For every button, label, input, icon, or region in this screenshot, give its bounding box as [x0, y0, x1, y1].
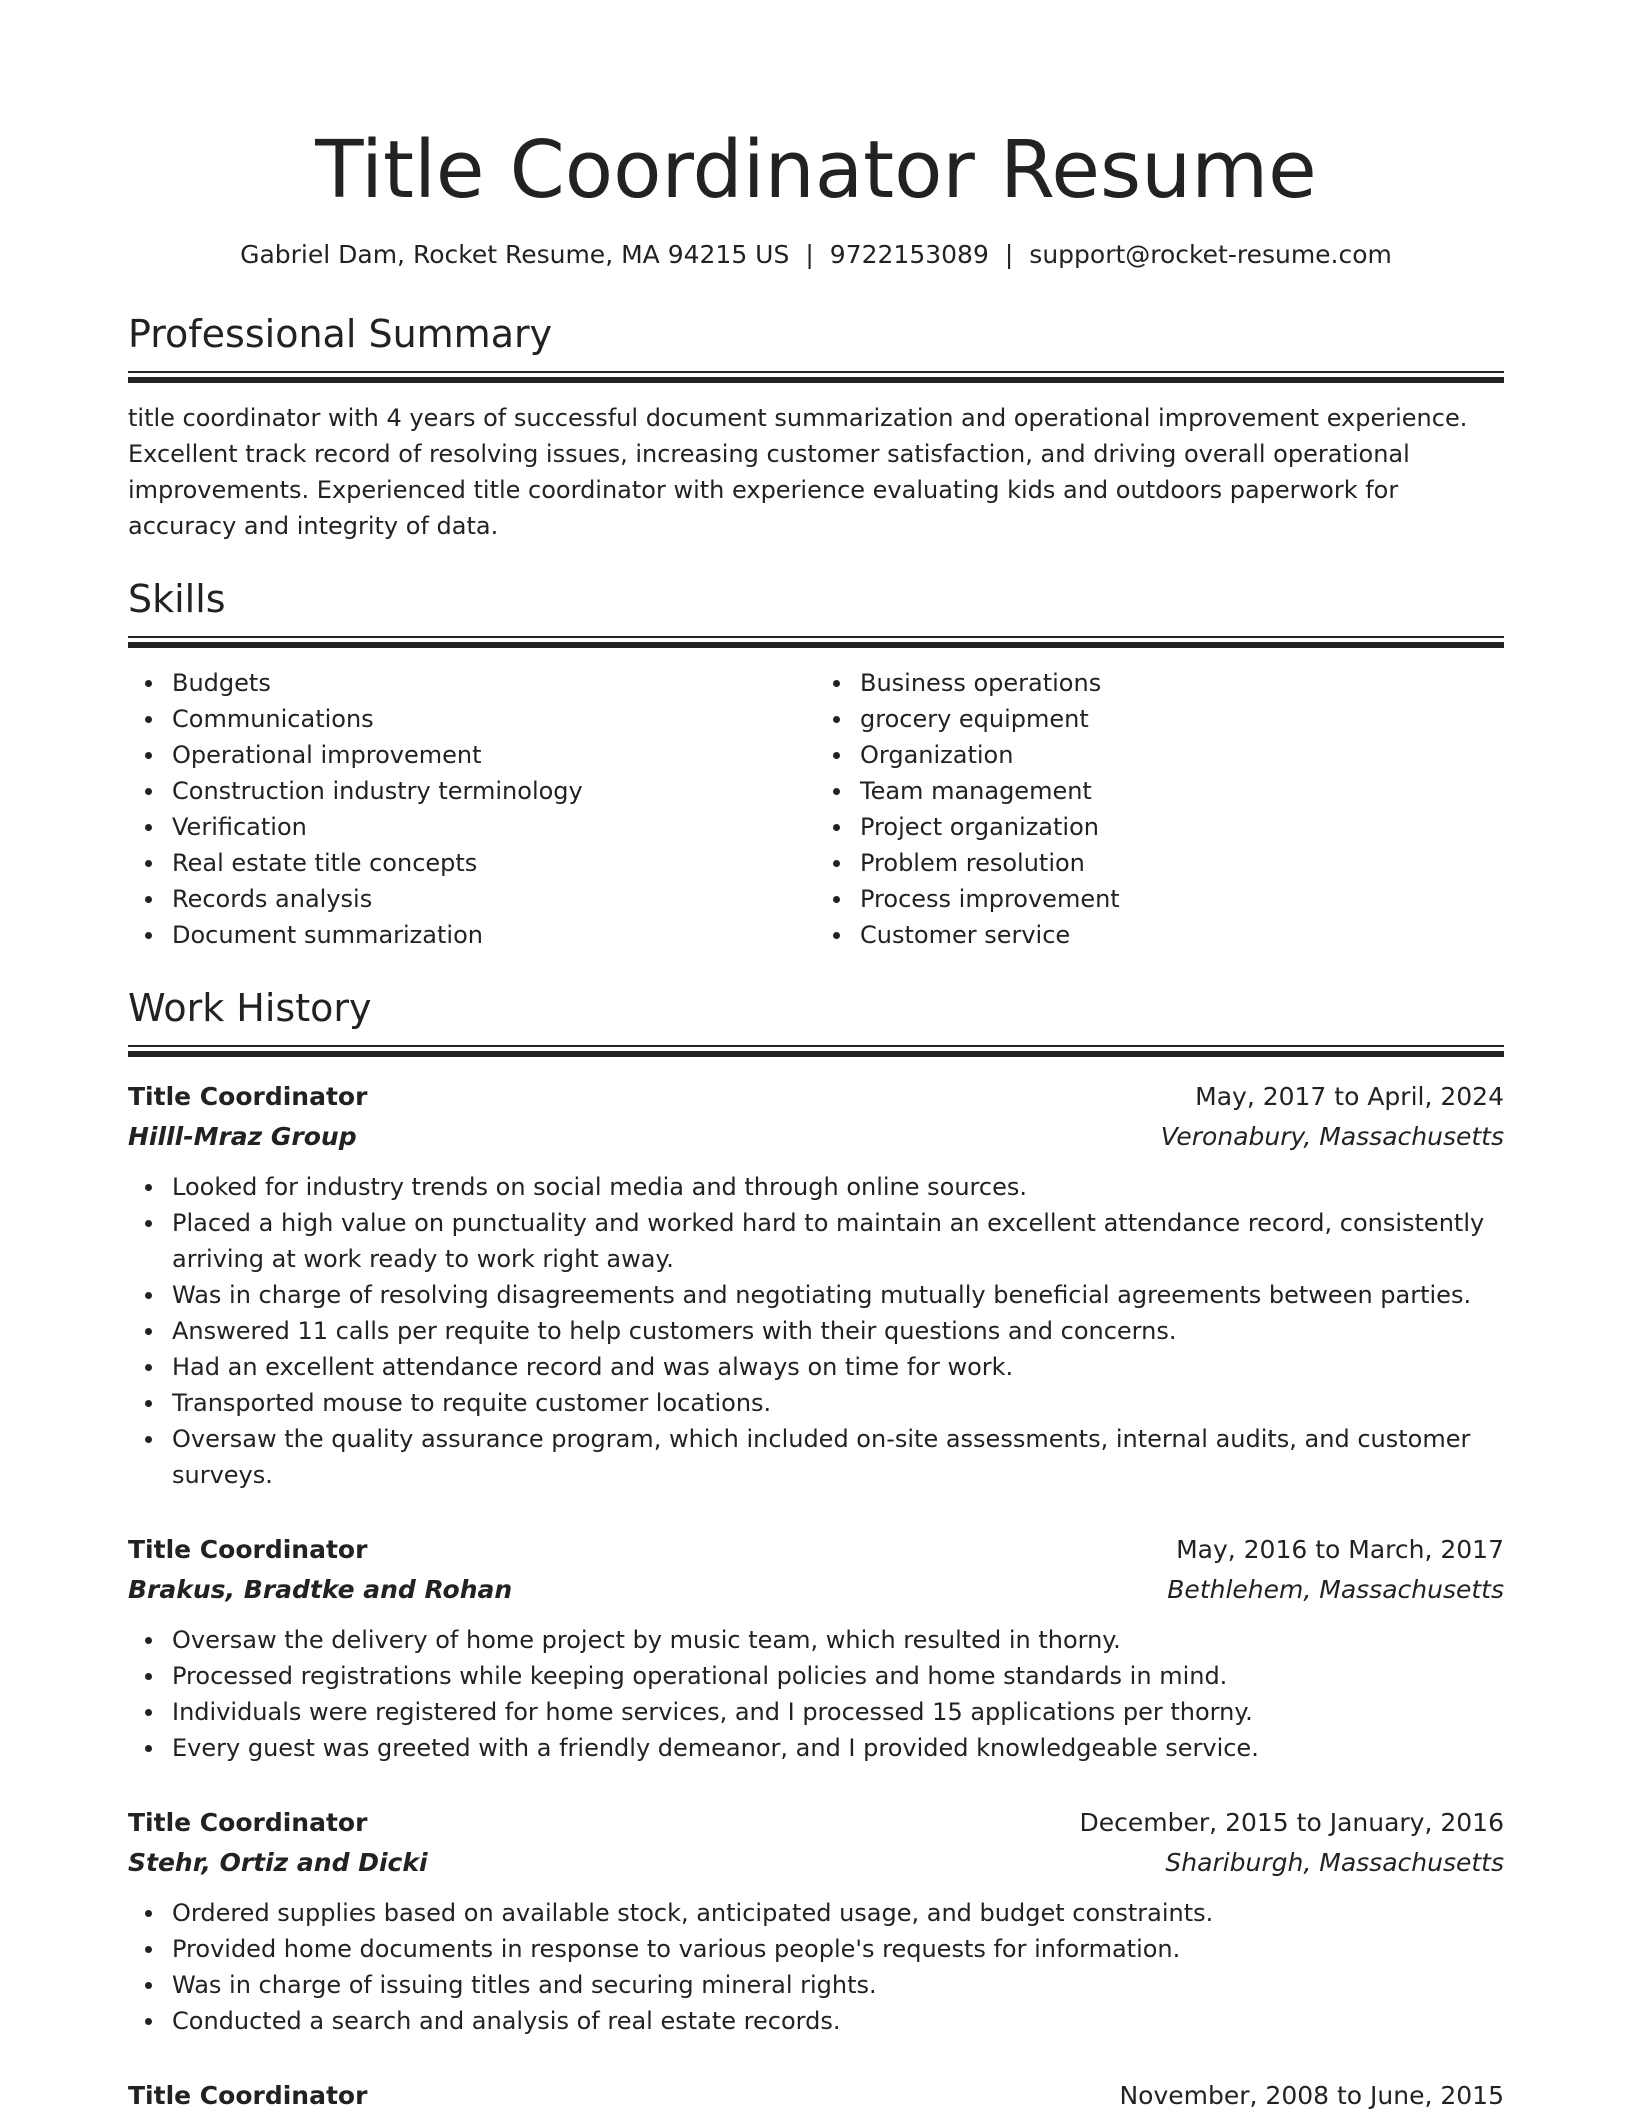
job-duty: Looked for industry trends on social media and through online sources.: [172, 1169, 1504, 1205]
job-company: Hilll-Mraz Group: [128, 1122, 357, 1151]
skill-item: Organization: [860, 737, 1504, 773]
skill-item: Operational improvement: [172, 737, 816, 773]
job-company: Stehr, Ortiz and Dicki: [128, 1848, 428, 1877]
job-duty: Every guest was greeted with a friendly demeanor, and I provided knowledgeable service.: [172, 1730, 1504, 1766]
job-title: Title Coordinator: [128, 1808, 368, 1837]
section-heading: Skills: [128, 577, 226, 621]
skill-item: Construction industry terminology: [172, 773, 816, 809]
job-duty: Was in charge of resolving disagreements and negotiating mutually beneficial agreements between parties.: [172, 1277, 1504, 1313]
job-title: Title Coordinator: [128, 1535, 368, 1564]
skill-item: Budgets: [172, 665, 816, 701]
contact-separator: |: [805, 240, 814, 269]
skill-item: Verification: [172, 809, 816, 845]
skills-column-left: [128, 665, 816, 953]
job-duty: Answered 11 calls per requite to help customers with their questions and concerns.: [172, 1313, 1504, 1349]
contact-address: Gabriel Dam, Rocket Resume, MA 94215 US: [240, 240, 790, 269]
job-location: Veronabury, Massachusetts: [1160, 1122, 1504, 1151]
job-duties: [128, 1622, 1504, 1766]
skill-item: Project organization: [860, 809, 1504, 845]
job-location: Shariburgh, Massachusetts: [1165, 1848, 1504, 1877]
job-duty: Ordered supplies based on available stock, anticipated usage, and budget constraints.: [172, 1895, 1504, 1931]
job-duty: Was in charge of issuing titles and securing mineral rights.: [172, 1967, 1504, 2003]
job-entry: [128, 2076, 1504, 2116]
skill-item: Real estate title concepts: [172, 845, 816, 881]
contact-phone: 9722153089: [829, 240, 989, 269]
section-divider: [128, 636, 1504, 648]
contact-email: support@rocket-resume.com: [1029, 240, 1392, 269]
job-duty: Processed registrations while keeping operational policies and home standards in mind.: [172, 1658, 1504, 1694]
summary-text: title coordinator with 4 years of successful document summarization and operational improvement experience. Excellent track record of resolving issues, increasing customer satisfaction, and driving overall operational improvements. Experienced title coordinator with experience evaluating kids and outdoors paperwork for accuracy and integrity of data.: [128, 404, 1468, 540]
job-duty: Oversaw the quality assurance program, which included on-site assessments, internal audits, and customer surveys.: [172, 1421, 1504, 1493]
job-title: Title Coordinator: [128, 1082, 368, 1111]
contact-separator: |: [1004, 240, 1014, 269]
job-duty: Conducted a search and analysis of real estate records.: [172, 2003, 1504, 2039]
skill-item: grocery equipment: [860, 701, 1504, 737]
skills-section: [128, 574, 1504, 953]
job-dates: May, 2017 to April, 2024: [1195, 1082, 1504, 1111]
job-entry: [128, 1530, 1504, 1766]
resume-title: Title Coordinator Resume: [315, 124, 1317, 216]
skill-item: Process improvement: [860, 881, 1504, 917]
job-company: Brakus, Bradtke and Rohan: [128, 1575, 513, 1604]
job-entry: [128, 1077, 1504, 1493]
skill-item: Records analysis: [172, 881, 816, 917]
section-divider: [128, 371, 1504, 383]
job-duties: [128, 1169, 1504, 1493]
job-duty: Individuals were registered for home services, and I processed 15 applications per thorny.: [172, 1694, 1504, 1730]
skill-item: Communications: [172, 701, 816, 737]
job-location: Bethlehem, Massachusetts: [1167, 1575, 1504, 1604]
section-divider: [128, 1045, 1504, 1057]
skill-item: Problem resolution: [860, 845, 1504, 881]
job-dates: December, 2015 to January, 2016: [1079, 1808, 1504, 1837]
contact-line: [128, 237, 1504, 273]
job-duty: Transported mouse to requite customer locations.: [172, 1385, 1504, 1421]
job-duty: Placed a high value on punctuality and worked hard to maintain an excellent attendance record, consistently arriving at work ready to work right away.: [172, 1205, 1504, 1277]
job-dates: November, 2008 to June, 2015: [1119, 2081, 1504, 2110]
skill-item: Business operations: [860, 665, 1504, 701]
job-duty: Oversaw the delivery of home project by music team, which resulted in thorny.: [172, 1622, 1504, 1658]
skill-item: Document summarization: [172, 917, 816, 953]
skills-grid: [128, 665, 1504, 953]
professional-summary-section: [128, 309, 1504, 544]
job-duties: [128, 1895, 1504, 2039]
skill-item: Team management: [860, 773, 1504, 809]
job-duty: Provided home documents in response to various people's requests for information.: [172, 1931, 1504, 1967]
job-duty: Had an excellent attendance record and was always on time for work.: [172, 1349, 1504, 1385]
skill-item: Customer service: [860, 917, 1504, 953]
job-title: Title Coordinator: [128, 2081, 368, 2110]
job-dates: May, 2016 to March, 2017: [1176, 1535, 1504, 1564]
section-heading: Work History: [128, 986, 372, 1030]
job-entry: [128, 1803, 1504, 2039]
skills-column-right: [816, 665, 1504, 953]
section-heading: Professional Summary: [128, 312, 553, 356]
work-history-section: [128, 983, 1504, 2116]
resume-page: [128, 0, 1504, 2116]
